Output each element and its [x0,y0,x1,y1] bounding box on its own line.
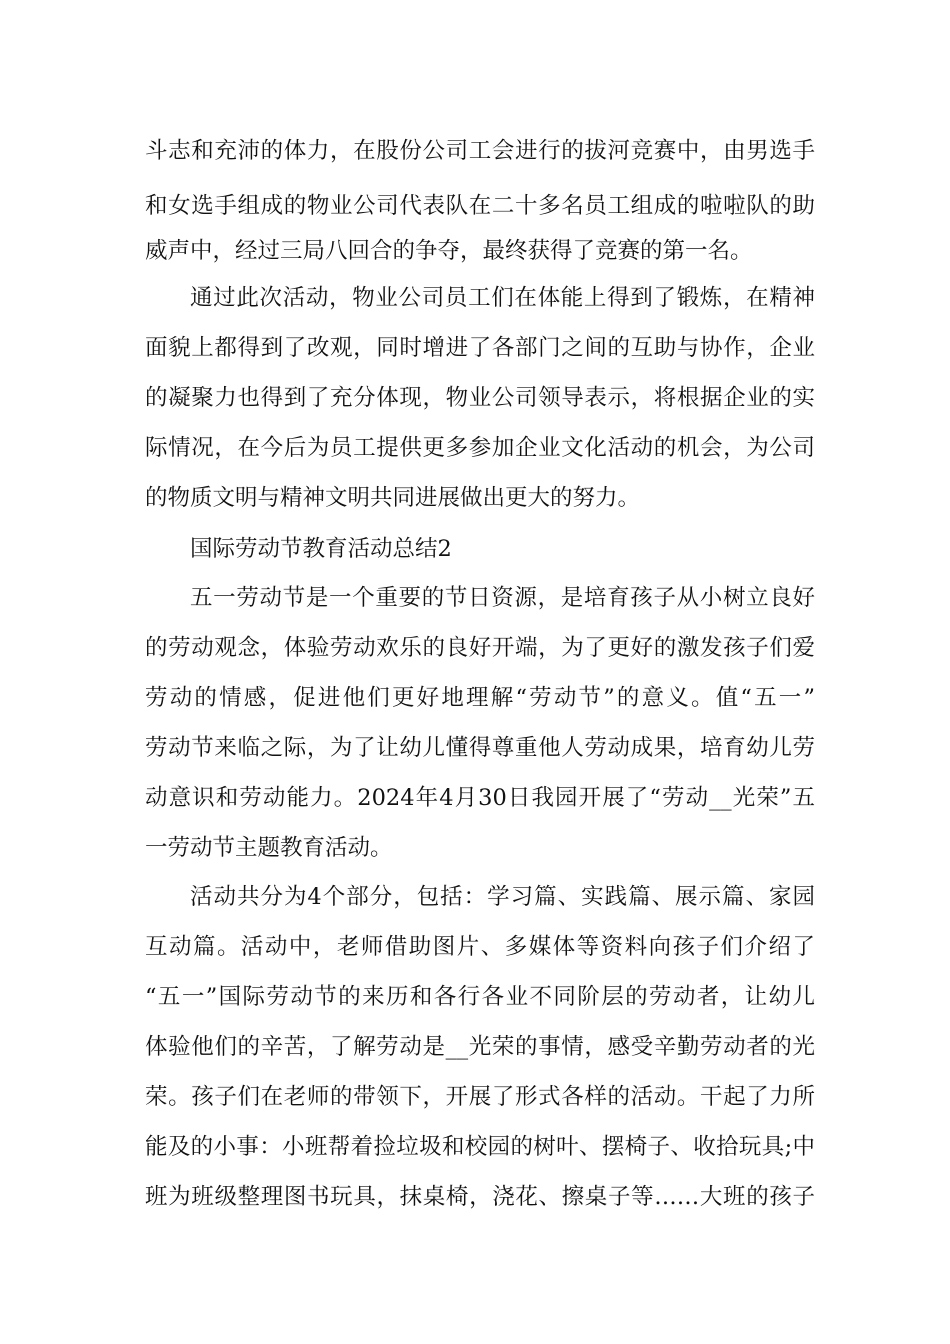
text-line: 五一劳动节是一个重要的节日资源，是培育孩子从小树立良好 [190,585,815,611]
text-line: 斗志和充沛的体力，在股份公司工会进行的拔河竞赛中，由男选手 [145,138,815,164]
text-line: 互动篇。活动中，老师借助图片、多媒体等资料向孩子们介绍了 [145,934,815,960]
text-line: 面貌上都得到了改观，同时增进了各部门之间的互助与协作，企业 [145,335,815,361]
text-line: 班为班级整理图书玩具，抹桌椅，浇花、擦桌子等……大班的孩子 [145,1184,815,1210]
text-line: 和女选手组成的物业公司代表队在二十多名员工组成的啦啦队的助 [145,193,815,219]
text-line: 动意识和劳动能力。2024年4月30日我园开展了“劳动__光荣”五 [145,785,815,811]
text-line: “五一”国际劳动节的来历和各行各业不同阶层的劳动者，让幼儿 [145,984,815,1010]
text-line: 体验他们的辛苦，了解劳动是__光荣的事情，感受辛勤劳动者的光 [145,1034,815,1060]
text-line: 的劳动观念，体验劳动欢乐的良好开端，为了更好的激发孩子们爱 [145,635,815,661]
text-line: 的凝聚力也得到了充分体现，物业公司领导表示，将根据企业的实 [145,385,815,411]
text-line: 威声中，经过三局八回合的争夺，最终获得了竞赛的第一名。 [145,238,753,264]
text-line: 活动共分为4个部分，包括：学习篇、实践篇、展示篇、家园 [190,884,815,910]
text-line: 一劳动节主题教育活动。 [145,835,393,861]
text-line: 劳动的情感，促进他们更好地理解“劳动节”的意义。值“五一” [145,685,815,711]
section-heading: 国际劳动节教育活动总结2 [190,536,452,562]
text-line: 的物质文明与精神文明共同进展做出更大的努力。 [145,485,641,511]
text-line: 通过此次活动，物业公司员工们在体能上得到了锻炼，在精神 [190,285,815,311]
text-line: 际情况，在今后为员工提供更多参加企业文化活动的机会，为公司 [145,435,815,461]
text-line: 荣。孩子们在老师的带领下，开展了形式各样的活动。干起了力所 [145,1084,815,1110]
text-line: 能及的小事：小班帮着捡垃圾和校园的树叶、摆椅子、收拾玩具;中 [145,1134,815,1160]
text-line: 劳动节来临之际，为了让幼儿懂得尊重他人劳动成果，培育幼儿劳 [145,735,815,761]
